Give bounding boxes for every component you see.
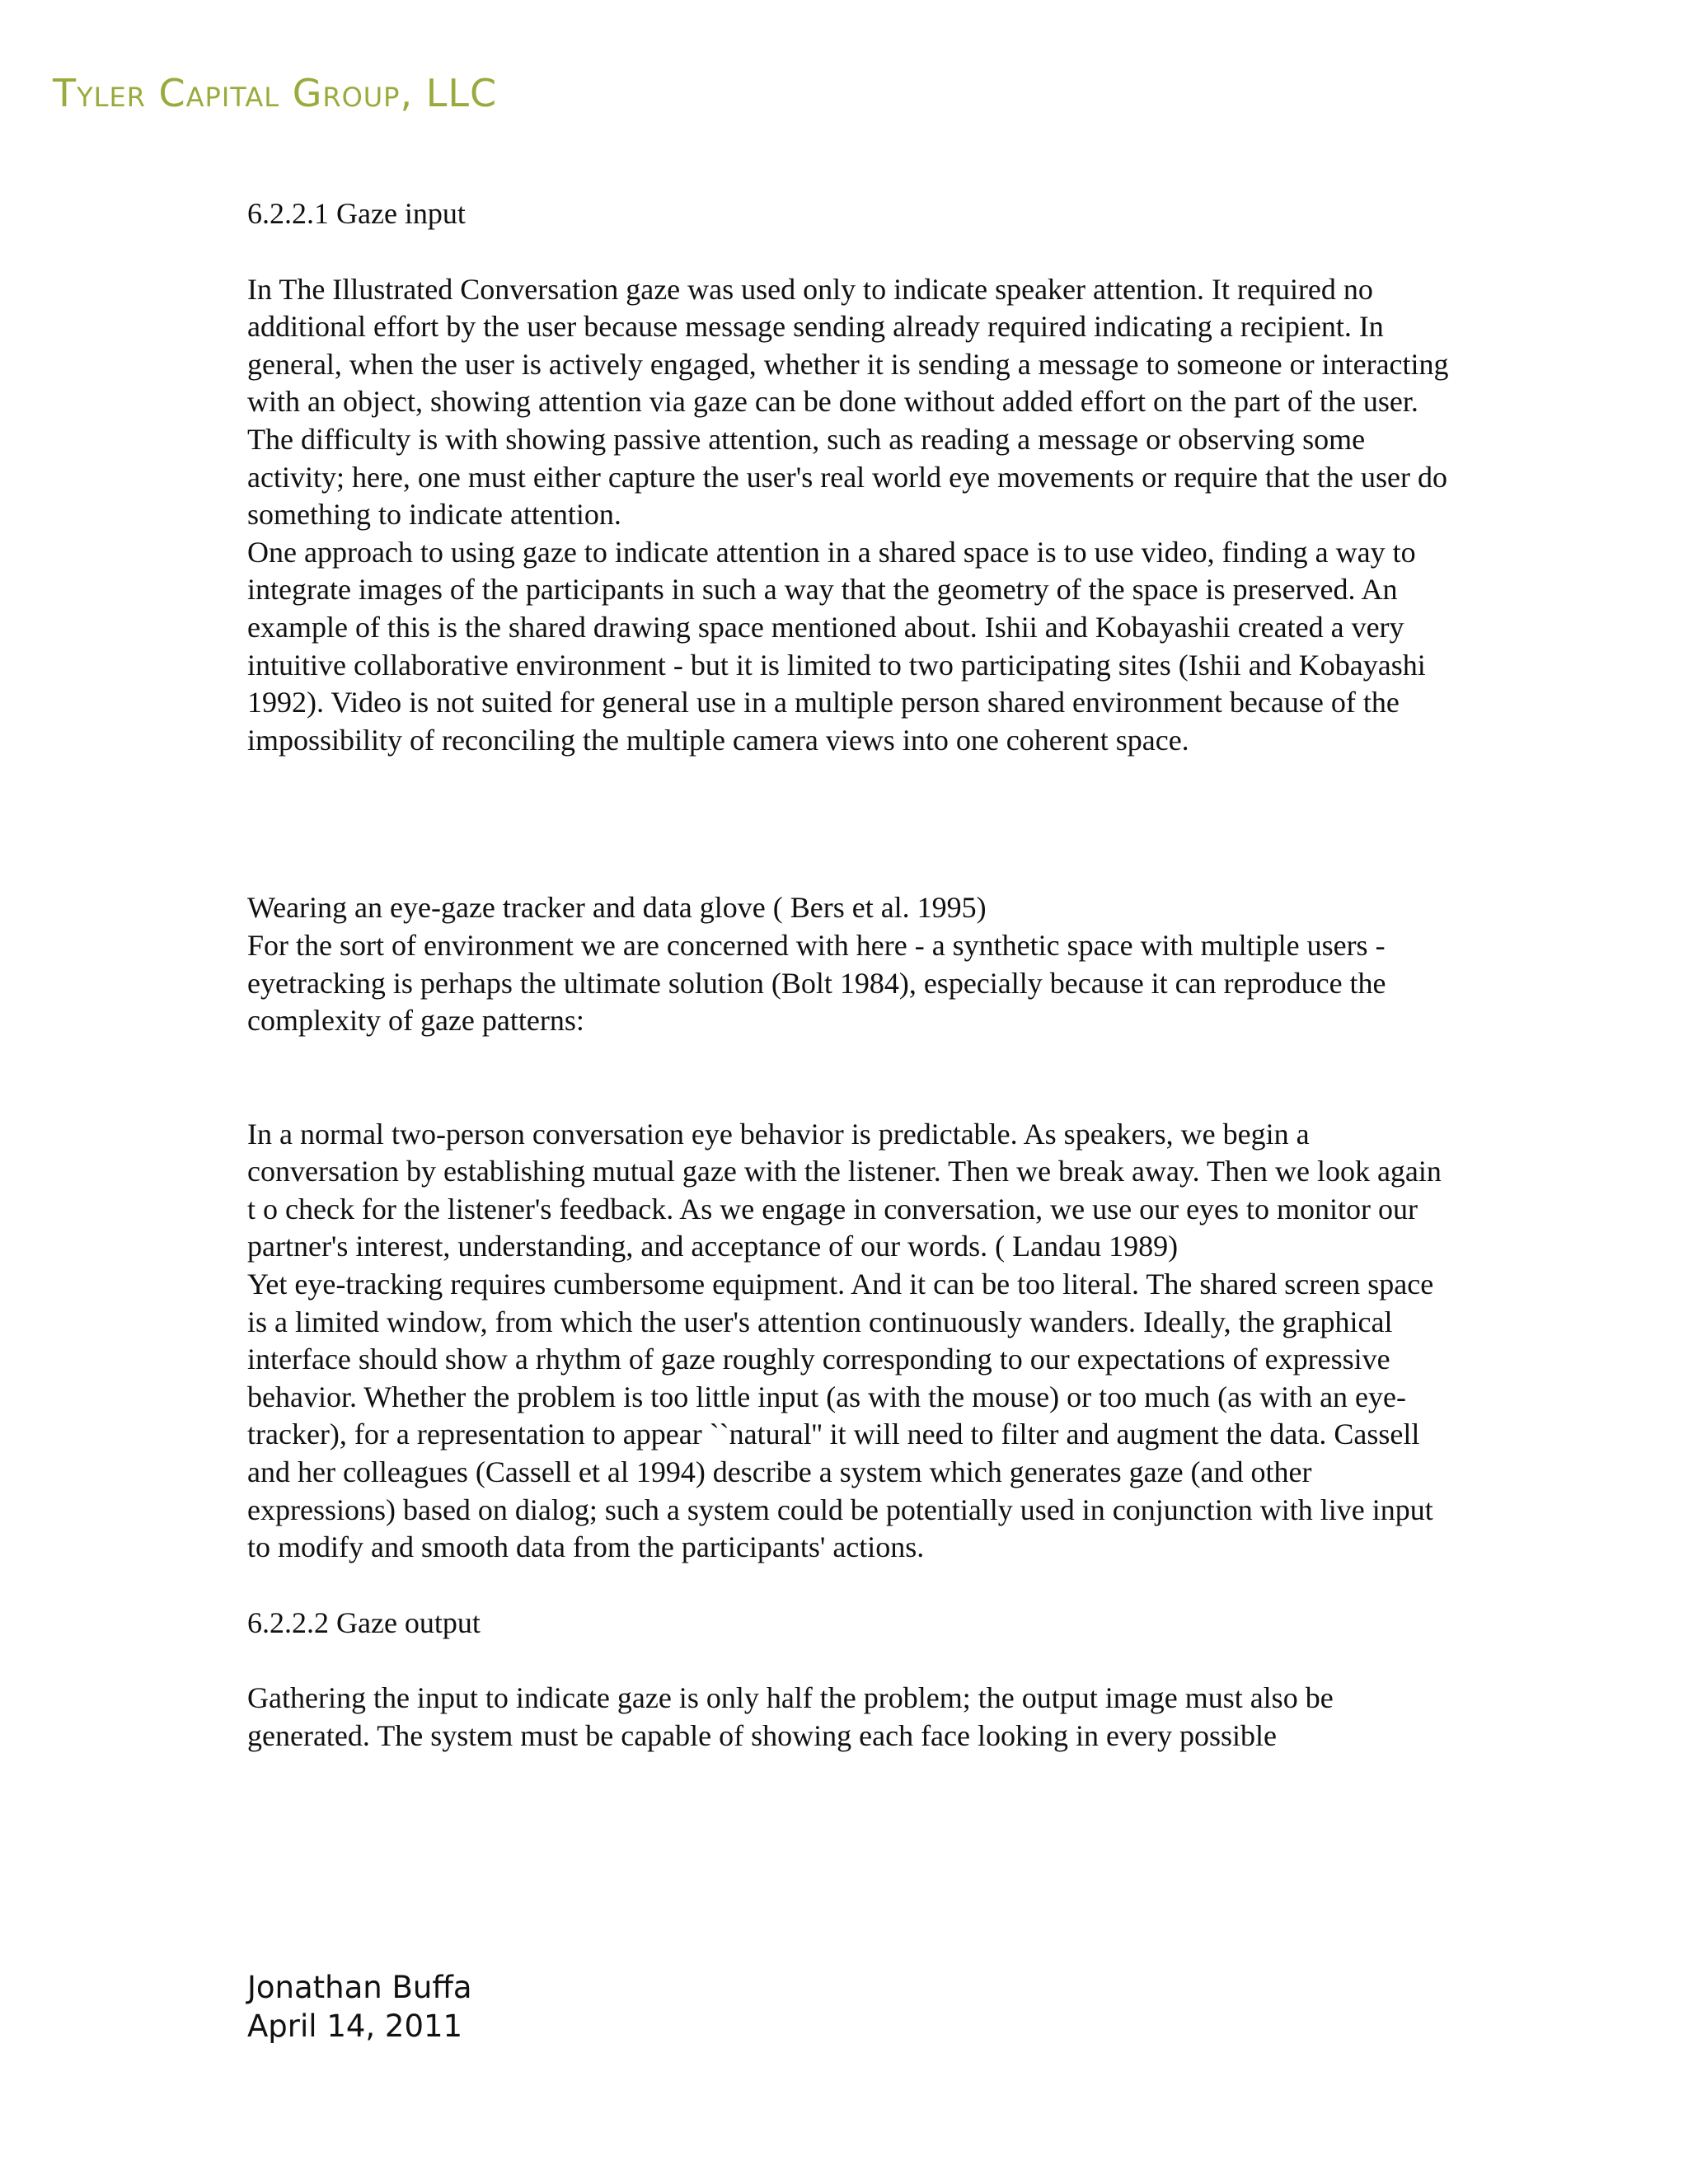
- quote-paragraph: In a normal two-person conversation eye behavior is predictable. As speakers, we begin a conversation by establishing mutual gaze with the listener. Then we break away. Then we look again t o check for the listener's feedback. As we engage in conversation, we use our eyes to monitor our partner's interest, understanding, and acceptance of our words. ( Landau 1989): [247, 1117, 1442, 1263]
- document-footer: [247, 1968, 472, 2046]
- document-body: [247, 195, 1451, 1755]
- author-name: Jonathan Buffa: [247, 1970, 472, 2005]
- paragraph-eyetracking: For the sort of environment we are concerned with here - a synthetic space with multiple users - eyetracking is perhaps the ultimate solution (Bolt 1984), especially because it can reproduce the complexity of gaze patterns:: [247, 928, 1386, 1038]
- company-name-header: Tyler Capital Group, LLC: [53, 71, 498, 115]
- paragraph-illustrated-conversation: In The Illustrated Conversation gaze was used only to indicate speaker attention. It required no additional effort by the user because message sending already required indicating a recipient. In general, when the user is actively engaged, whether it is sending a message to someone or interacting with an object, showing attention via gaze can be done without added effort on the part of the user. The difficulty is with showing passive attention, such as reading a message or observing some activity; here, one must either capture the user's real world eye movements or require that the user do something to indicate attention.: [247, 272, 1449, 532]
- figure-caption: Wearing an eye-gaze tracker and data glove ( Bers et al. 1995): [247, 891, 987, 925]
- paragraph-video-approach: One approach to using gaze to indicate attention in a shared space is to use video, finding a way to integrate images of the participants in such a way that the geometry of the space is preserved. An example of this is the shared drawing space mentioned about. Ishii and Kobayashii created a very intuitive collaborative environment - but it is limited to two participating sites (Ishii and Kobayashi 1992). Video is not suited for general use in a multiple person shared environment because of the impossibility of reconciling the multiple camera views into one coherent space.: [247, 535, 1426, 757]
- paragraph-eye-tracking-limits: Yet eye-tracking requires cumbersome equipment. And it can be too literal. The shared screen space is a limited window, from which the user's attention continuously wanders. Ideally, the graphical interface should show a rhythm of gaze roughly corresponding to our expectations of expressive behavior. Whether the problem is too little input (as with the mouse) or too much (as with an eye-tracker), for a representation to appear ``natural'' it will need to filter and augment the data. Cassell and her colleagues (Cassell et al 1994) describe a system which generates gaze (and other expressions) based on dialog; such a system could be potentially used in conjunction with live input to modify and smooth data from the participants' actions.: [247, 1268, 1434, 1564]
- paragraph-gaze-output: Gathering the input to indicate gaze is only half the problem; the output image must also be generated. The system must be capable of showing each face looking in every possible: [247, 1681, 1334, 1752]
- section-heading-gaze-output: 6.2.2.2 Gaze output: [247, 1605, 481, 1639]
- document-date: April 14, 2011: [247, 2008, 463, 2044]
- section-heading-gaze-input: 6.2.2.1 Gaze input: [247, 197, 466, 230]
